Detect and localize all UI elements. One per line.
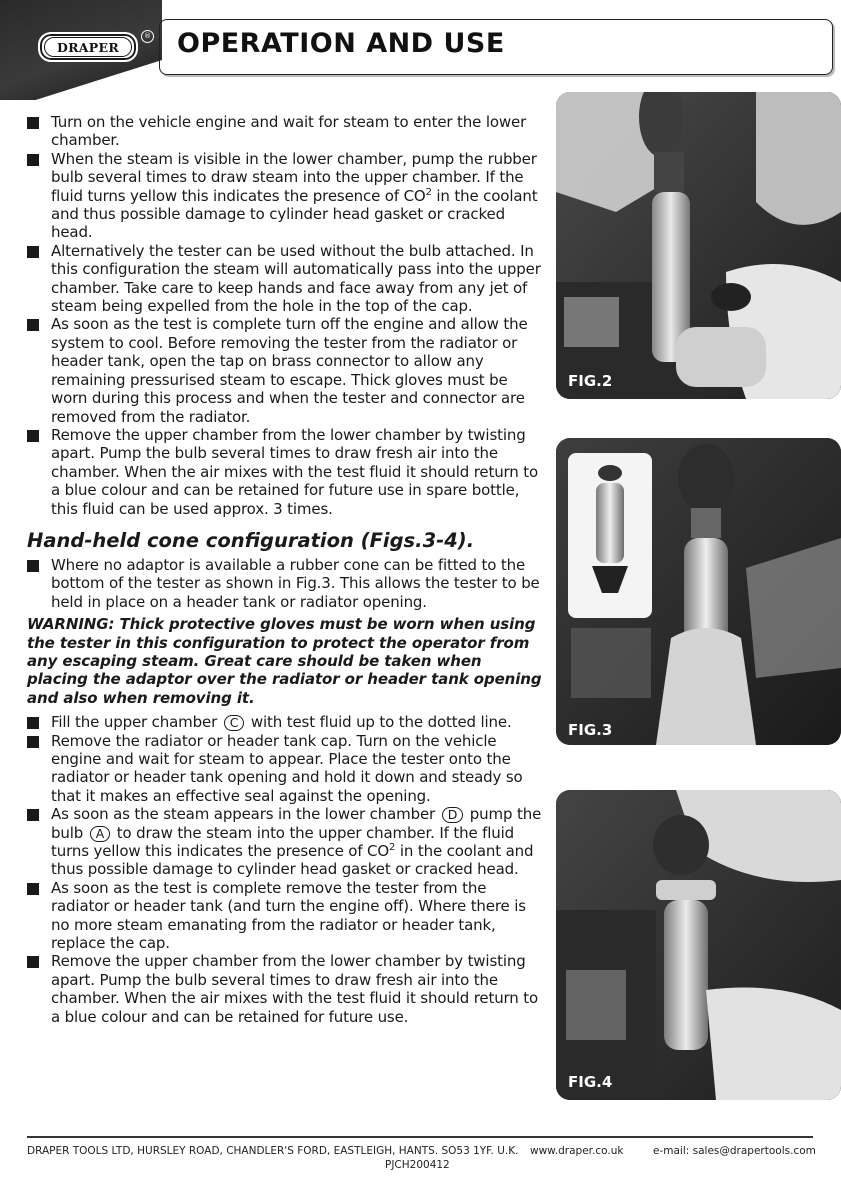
section-heading: Hand-held cone configuration (Figs.3-4). [27, 528, 475, 552]
part-letter-badge: A [90, 826, 110, 842]
step-text: pump the bulb [51, 805, 542, 842]
list-item [27, 732, 547, 806]
step-text: When the steam is visible in the lower chamber, pump the rubber bulb several times to draw steam into the upper chamber. If the fluid turns yellow this indicates the presence of CO [51, 149, 537, 205]
figure-2-photo [556, 92, 841, 399]
step-text: Remove the radiator or header tank cap. Turn on the vehicle engine and wait for steam to appear. Place the tester onto the radiator or header tank opening and hold it down and steady so that it makes an effective seal against the opening. [51, 731, 523, 805]
superscript: 2 [389, 842, 396, 854]
figure-label: FIG.2 [568, 372, 613, 390]
step-text: As soon as the steam appears in the lower chamber [51, 805, 440, 824]
bullet-square-icon [27, 117, 39, 129]
list-item [27, 556, 547, 611]
website-link[interactable]: www.draper.co.uk [530, 1145, 624, 1157]
figure-4-photo [556, 790, 841, 1100]
page-title: OPERATION AND USE [177, 28, 505, 59]
step-text: with test fluid up to the dotted line. [246, 713, 512, 732]
figure-label: FIG.4 [568, 1073, 613, 1091]
figure-3-illustration [556, 438, 841, 745]
list-item [27, 952, 547, 1026]
list-item [27, 879, 547, 953]
step-text: Remove the upper chamber from the lower chamber by twisting apart. Pump the bulb several times to draw fresh air into the chamber. When the air mixes with the test fluid it should return to a blue colour and can be retained for future use. [51, 952, 539, 1026]
draper-logo [38, 32, 138, 62]
instructions-column [27, 113, 547, 1026]
list-item [27, 805, 547, 879]
step-text: Remove the upper chamber from the lower chamber by twisting apart. Pump the bulb several times to draw fresh air into the chamber. When the air mixes with the test fluid it should return to a blue colour and can be retained for future use in spare bottle, this fluid can be used approx. 3 times. [51, 425, 539, 518]
registered-mark: ® [141, 30, 154, 43]
figure-label: FIG.3 [568, 721, 613, 739]
bullet-square-icon [27, 430, 39, 442]
bullet-square-icon [27, 319, 39, 331]
bullet-square-icon [27, 736, 39, 748]
step-text: Alternatively the tester can be used without the bulb attached. In this configuration the steam will automatically pass into the upper chamber. Take care to keep hands and face away from any jet of steam being expelled from the hole in the top of the cap. [51, 241, 541, 316]
step-text: As soon as the test is complete remove the tester from the radiator or header tank (and turn the engine off). Where there is no more steam emanating from the radiator or header tank, replace the cap. [51, 878, 526, 953]
list-item [27, 113, 547, 150]
list-item [27, 315, 547, 425]
email-link[interactable]: e-mail: sales@drapertools.com [653, 1145, 816, 1157]
step-text: in the coolant and thus possible damage to cylinder head gasket or cracked head. [51, 842, 534, 879]
step-text: in the coolant and thus possible damage to cylinder head gasket or cracked head. [51, 186, 538, 242]
part-letter-badge: D [442, 807, 463, 823]
step-text: Turn on the vehicle engine and wait for steam to enter the lower chamber. [51, 113, 527, 150]
list-item [27, 150, 547, 242]
list-item [27, 426, 547, 518]
bullet-square-icon [27, 717, 39, 729]
company-address: DRAPER TOOLS LTD, HURSLEY ROAD, CHANDLER'S FORD, EASTLEIGH, HANTS. SO53 1YF. U.K. [27, 1145, 519, 1157]
step-text: Where no adaptor is available a rubber cone can be fitted to the bottom of the tester as shown in Fig.3. This allows the tester to be held in place on a header tank or radiator opening. [51, 555, 540, 611]
footer-divider [27, 1136, 813, 1138]
step-text: Fill the upper chamber [51, 713, 222, 732]
part-letter-badge: C [224, 715, 245, 731]
list-item [27, 242, 547, 316]
document-code: PJCH200412 [385, 1159, 450, 1171]
figure-2-illustration [556, 92, 841, 399]
bullet-square-icon [27, 246, 39, 258]
figure-3-photo [556, 438, 841, 745]
step-text: As soon as the test is complete turn off the engine and allow the system to cool. Before removing the tester from the radiator or header tank, open the tap on brass connector to allow any remaining pressurised steam to escape. Thick gloves must be worn during this process and when the tester and connector are removed from the radiator. [51, 315, 528, 426]
logo-text: DRAPER [44, 37, 132, 57]
step-text: to draw the steam into the upper chamber. If the fluid turns yellow this indicates the presence of CO [51, 823, 515, 861]
bullet-square-icon [27, 809, 39, 821]
bullet-square-icon [27, 560, 39, 572]
superscript: 2 [425, 186, 432, 198]
list-item [27, 713, 547, 731]
bullet-square-icon [27, 154, 39, 166]
warning-text: WARNING: Thick protective gloves must be worn when using the tester in this configuration to protect the operator from any escaping steam. Great care should be taken when placing the adaptor over the radiator or header tank opening and also when removing it. [27, 615, 542, 707]
figure-4-illustration [556, 790, 841, 1100]
bullet-square-icon [27, 883, 39, 895]
bullet-square-icon [27, 956, 39, 968]
